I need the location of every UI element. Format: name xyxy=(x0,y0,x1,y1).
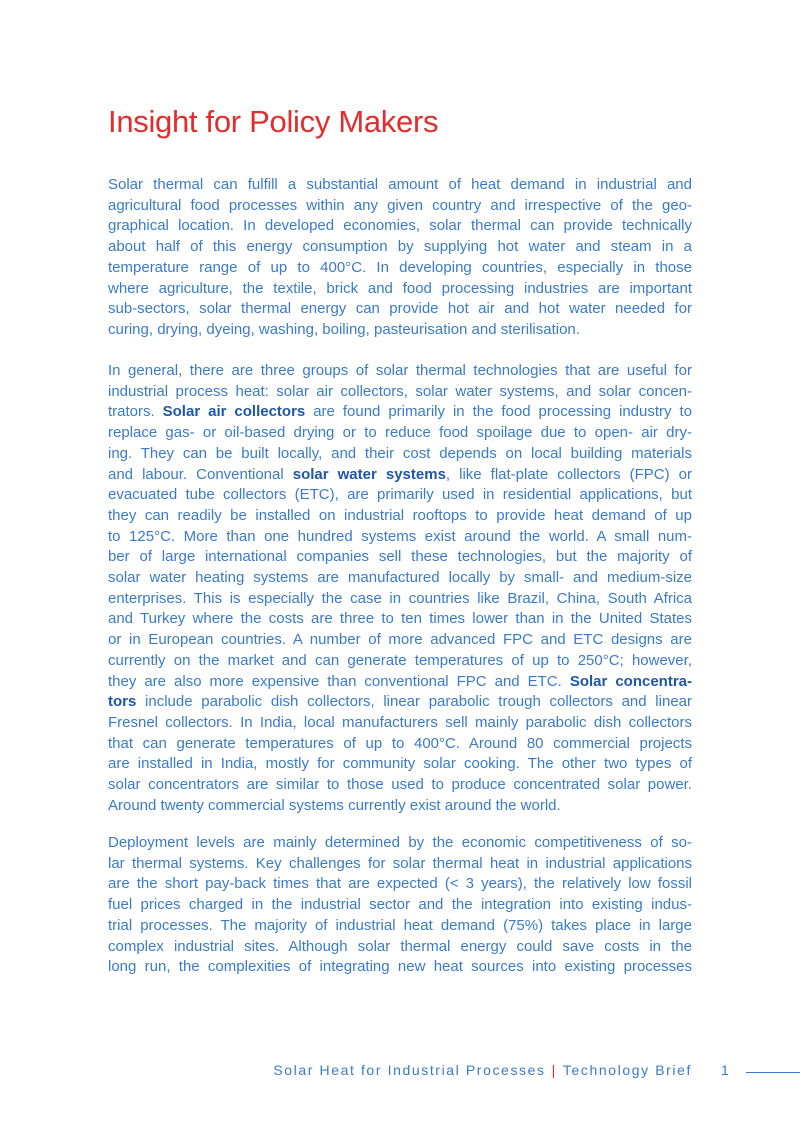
text-run: , like flat-plate collectors (FPC) or xyxy=(445,465,692,483)
footer-publication-title: Solar Heat for Industrial Processes xyxy=(273,1062,546,1078)
page-number: 1 xyxy=(721,1062,729,1078)
term-solar-air-collectors: Solar air collectors xyxy=(162,403,306,421)
page-title: Insight for Policy Makers xyxy=(108,104,439,139)
text-line xyxy=(108,465,692,486)
running-footer xyxy=(273,1062,692,1078)
text-line: evacuated tube collectors (ETC), are primarily used in residential applications, but xyxy=(108,486,692,504)
footer-series-label: Technology Brief xyxy=(562,1062,692,1078)
text-line: about half of this energy consumption by supplying hot water and steam in a xyxy=(108,238,692,256)
text-line: ing. They can be built locally, and their cost depends on local building materials xyxy=(108,444,692,462)
text-line: currently on the market and can generate temperatures of up to 250°C; however, xyxy=(108,651,692,669)
text-line: curing, drying, dyeing, washing, boiling, pasteurisation and sterilisation. xyxy=(108,320,580,338)
text-run: and labour. Conventional xyxy=(108,465,293,483)
text-line: graphical location. In developed economies, solar thermal can provide technically xyxy=(108,217,692,235)
paragraph-intro xyxy=(108,175,692,341)
text-line: temperature range of up to 400°C. In developing countries, especially in those xyxy=(108,258,692,276)
text-line: lar thermal systems. Key challenges for solar thermal heat in industrial applications xyxy=(108,854,692,872)
text-line: they can readily be installed on industrial rooftops to provide heat demand of up xyxy=(108,506,692,524)
text-line: Around twenty commercial systems currently exist around the world. xyxy=(108,796,561,814)
text-run: include parabolic dish collectors, linear parabolic trough collectors and linear xyxy=(136,693,692,711)
term-solar-concentrators: Solar concentra- xyxy=(569,672,693,690)
text-line: that can generate temperatures of up to 400°C. Around 80 commercial projects xyxy=(108,734,692,752)
text-line: are the short pay-back times that are expected (< 3 years), the relatively low fossil xyxy=(108,875,692,893)
footer-separator: | xyxy=(551,1062,557,1078)
text-line: agricultural food processes within any given country and irrespective of the geo- xyxy=(108,196,692,214)
text-line: long run, the complexities of integrating new heat sources into existing processes xyxy=(108,958,692,976)
text-line: and Turkey where the costs are three to ten times lower than in the United States xyxy=(108,610,692,628)
footer-rule xyxy=(746,1072,800,1073)
text-line: fuel prices charged in the industrial sector and the integration into existing indus- xyxy=(108,896,692,914)
text-run: are found primarily in the food processing industry to xyxy=(305,403,692,421)
text-line: industrial process heat: solar air collectors, solar water systems, and solar concen- xyxy=(108,382,692,400)
text-run: they are also more expensive than conventional FPC and ETC. xyxy=(108,672,570,690)
text-line: to 125°C. More than one hundred systems exist around the world. A small num- xyxy=(108,527,692,545)
text-line: solar water heating systems are manufactured locally by small- and medium-size xyxy=(108,569,692,587)
text-line: are installed in India, mostly for community solar cooking. The other two types of xyxy=(108,755,692,773)
text-line: enterprises. This is especially the case in countries like Brazil, China, South Africa xyxy=(108,589,692,607)
text-line: Deployment levels are mainly determined by the economic competitiveness of so- xyxy=(108,834,692,851)
text-line: Solar thermal can fulfill a substantial amount of heat demand in industrial and xyxy=(108,176,692,193)
text-line: or in European countries. A number of more advanced FPC and ETC designs are xyxy=(108,631,692,649)
text-line: where agriculture, the textile, brick and food processing industries are important xyxy=(108,279,692,297)
term-solar-concentrators: tors xyxy=(108,693,137,711)
text-line: complex industrial sites. Although solar thermal energy could save costs in the xyxy=(108,937,692,955)
text-line: replace gas- or oil-based drying or to reduce food spoilage due to open- air dry- xyxy=(108,424,692,442)
text-line xyxy=(108,692,692,713)
text-line: In general, there are three groups of solar thermal technologies that are useful for xyxy=(108,362,692,379)
text-line: Fresnel collectors. In India, local manufacturers sell mainly parabolic dish collectors xyxy=(108,713,692,731)
term-solar-water-systems: solar water systems xyxy=(292,465,446,483)
text-line: solar concentrators are similar to those used to produce concentrated solar power. xyxy=(108,776,692,794)
paragraph-technologies xyxy=(108,361,692,816)
paragraph-deployment xyxy=(108,833,692,978)
text-line: ber of large international companies sell these technologies, but the majority of xyxy=(108,548,692,566)
text-line: trial processes. The majority of industrial heat demand (75%) takes place in large xyxy=(108,916,692,934)
text-line xyxy=(108,402,692,423)
text-run: trators. xyxy=(108,403,163,421)
text-line: sub-sectors, solar thermal energy can provide hot air and hot water needed for xyxy=(108,300,692,318)
text-line xyxy=(108,672,692,693)
